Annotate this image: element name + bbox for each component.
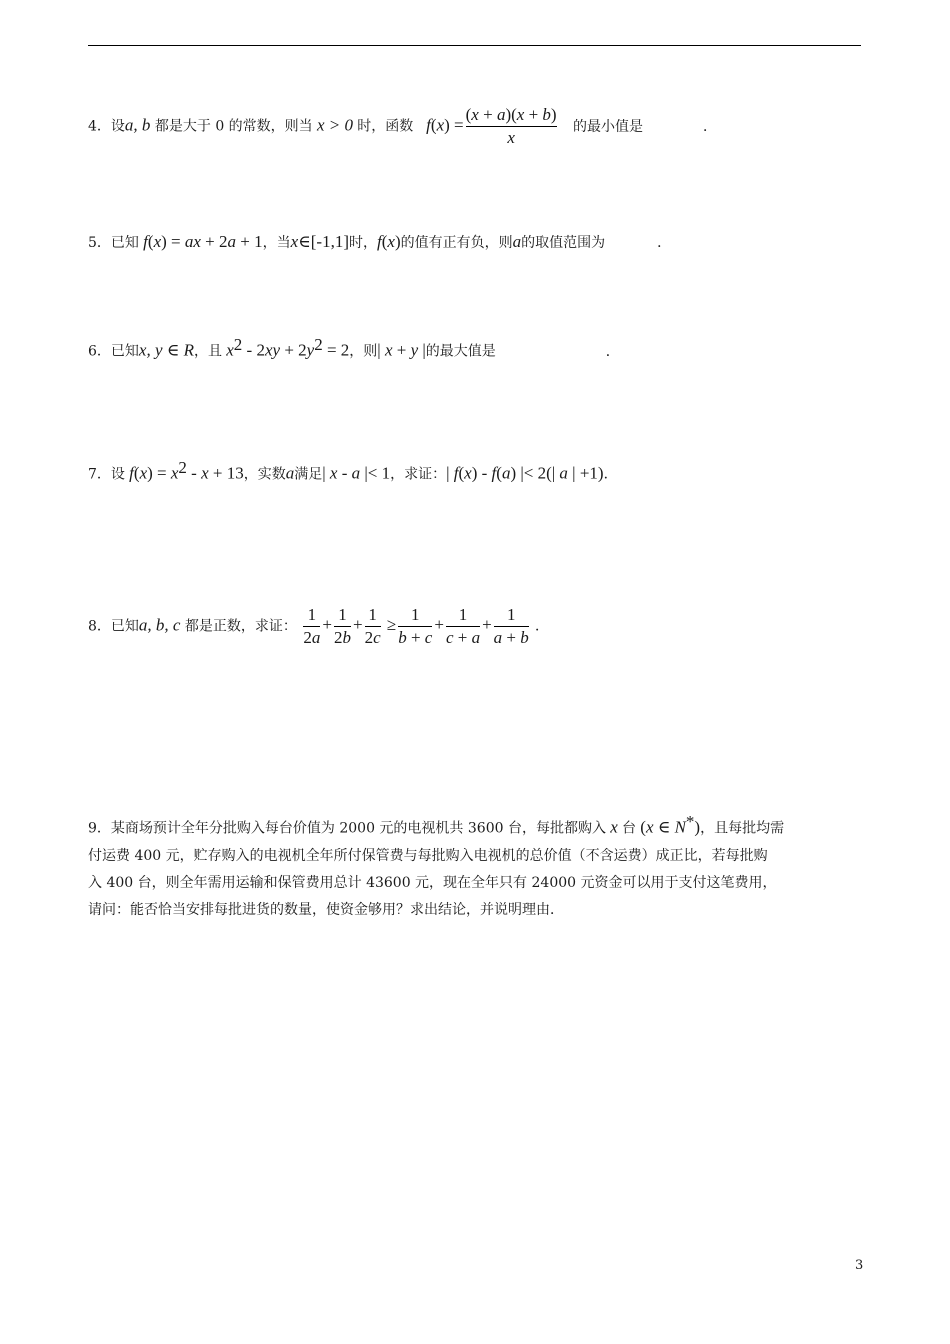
q7-mid2: 满足 [294, 466, 323, 483]
question-5: 5．已知 f(x) = ax + 2a + 1，当x∈[-1,1]时，f(x)的值有正有负，则a的取值范围为 ． [88, 232, 672, 251]
q7-mid1: ，实数 [243, 466, 286, 483]
q4-cond: x > 0 [312, 115, 358, 135]
question-9 [88, 808, 862, 924]
q9-line1: 9．某商场预计全年分批购入每台价值为 2000 元的电视机共 3600 台，每批都购入 x 台 (x ∈ N*)，且每批均需 [88, 812, 785, 837]
q6-blank-end: ． [605, 343, 620, 360]
q8-blank-end: ． [535, 618, 550, 635]
q9-line4: 请问：能否恰当安排每批进货的数量，使资金够用？求出结论，并说明理由． [88, 901, 564, 918]
q6-set: x, y [138, 340, 163, 360]
page-number: 3 [855, 1258, 864, 1273]
q5-prefix: 5．已知 [88, 235, 139, 251]
q9-line1-a: 9．某商场预计全年分批购入每台价值为 2000 元的电视机共 3600 台，每批都购入 [88, 820, 606, 837]
q6-suffix: 的最大值是 [425, 343, 496, 360]
q4-ab: a, b [124, 115, 151, 135]
q7-claim: | [446, 463, 454, 483]
q7-mid3: ，求证： [390, 466, 447, 483]
q4-suffix: 的最小值是 [573, 118, 644, 135]
q8-mid1: 都是正数，求证： [184, 618, 297, 635]
q5-function: f [138, 232, 148, 251]
q4-blank-end: ． [703, 118, 718, 135]
q6-prefix: 6．已知 [88, 343, 139, 360]
q5-fx: f [376, 232, 382, 251]
question-8 [88, 604, 549, 649]
q6-abs: | [377, 340, 385, 360]
header-rule [88, 45, 861, 46]
q4-mid2: 时，函数 [357, 118, 414, 135]
q7-prefix: 7．设 [88, 466, 125, 483]
q5-blank-end: ． [657, 235, 672, 251]
q9-line3: 入 400 台，则全年需用运输和保管费用总计 43600 元，现在全年只有 24000 元资金可以用于支付这笔费用， [88, 874, 777, 891]
q7-blank-end: ． [603, 466, 618, 483]
q4-function: f [417, 115, 431, 135]
q6-mid1: ，且 [194, 343, 222, 360]
q4-fraction: $\frac{(x + a)(x + b)}{x}$ [465, 105, 557, 147]
question-4: 4．设a, b 都是大于 0 的常数，则当 x > 0 时，函数 f(x) = $\frac{(x + a)(x + b)}{x}$ 的最小值是 ． [88, 105, 718, 147]
q5-domain: x [290, 232, 299, 251]
q5-mid1: ，当 [262, 235, 291, 251]
q4-prefix: 4．设 [88, 118, 125, 135]
q8-prefix: 8．已知 [88, 618, 139, 635]
q9-line2: 付运费 400 元，贮存购入的电视机全年所付保管费与每批购入电视机的总价值（不含运费）成正比，若每批购 [88, 847, 768, 864]
question-6: 6．已知x, y ∈ R，且 $x^2 - 2xy + 2y^2 = 2$，则| x + y |的最大值是 ． [88, 335, 620, 360]
q5-mid2: 时， [348, 235, 377, 251]
q4-mid1: 都是大于 0 的常数，则当 [154, 118, 313, 135]
q6-mid2: ，则 [349, 343, 378, 360]
q8-vars: a, b, c [138, 615, 181, 635]
q9-x: x [605, 817, 623, 837]
q5-mid3: 的值有正有负，则 [400, 235, 513, 251]
q7-function: f [124, 463, 134, 483]
question-7: 7．设 $f(x) = x^2 - x + 13$，实数a满足| x - a |< 1，求证：| f(x) - f(a) |< 2(| a | +1)． [88, 458, 618, 483]
q5-suffix: 的取值范围为 [521, 235, 606, 251]
q9-line1-b: 台 [622, 820, 637, 837]
q7-a: a [285, 463, 295, 483]
q9-line1-c: ，且每批均需 [700, 820, 785, 837]
q8-inequality: $\frac{1}{2a}$ + $\frac{1}{2b}$ + $\frac{1}{2c}$ ≥ $\frac{1}{b + c}$ + $\frac{1}{c + a}$ + $\frac{1}{a + b}$ [303, 605, 529, 647]
q5-a: a [512, 232, 522, 251]
q7-condition: | [322, 463, 330, 483]
q6-equation: x [222, 340, 234, 360]
q9-domain: ( [636, 817, 646, 837]
